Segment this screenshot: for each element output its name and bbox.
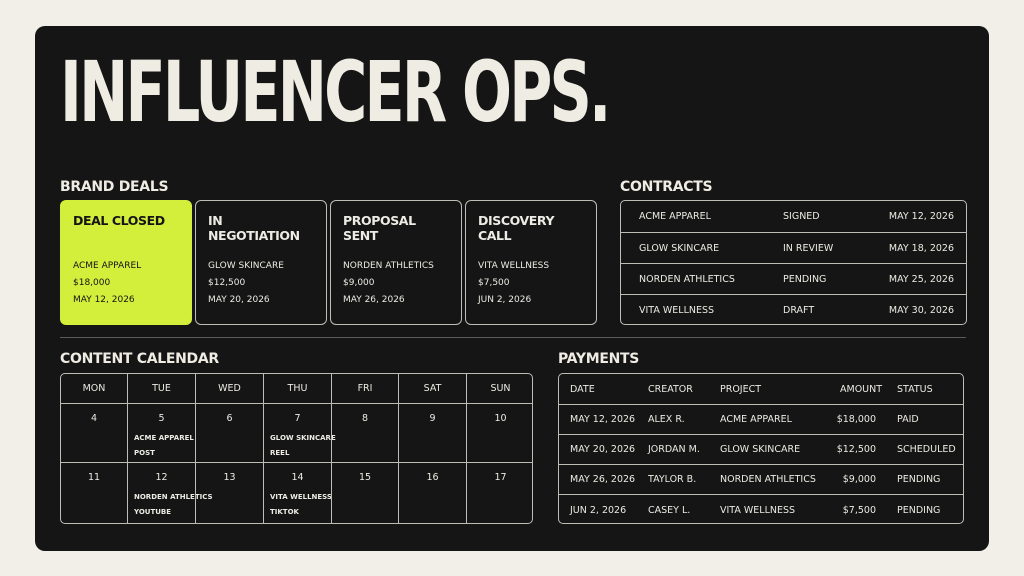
calendar-day[interactable] bbox=[61, 462, 127, 524]
deal-card-closed[interactable] bbox=[60, 200, 192, 325]
weekday-header: SAT bbox=[398, 374, 466, 403]
deal-brand: GLOW SKINCARE bbox=[208, 261, 284, 271]
deal-stage: PROPOSAL SENT bbox=[343, 213, 416, 243]
payment-creator: JORDAN M. bbox=[648, 444, 700, 455]
payment-status: SCHEDULED bbox=[897, 444, 956, 455]
event-brand: NORDEN ATHLETICS bbox=[134, 493, 213, 501]
weekday-header: MON bbox=[82, 383, 106, 394]
day-number: 6 bbox=[226, 413, 233, 424]
day-number: 13 bbox=[223, 472, 236, 483]
contract-brand: ACME APPAREL bbox=[639, 211, 711, 222]
payments-table bbox=[558, 373, 964, 524]
content-calendar bbox=[60, 373, 533, 524]
day-number: 11 bbox=[87, 472, 101, 483]
table-row[interactable] bbox=[621, 201, 966, 232]
deal-card-proposal[interactable] bbox=[330, 200, 462, 325]
payment-amount: $12,500 bbox=[836, 444, 876, 455]
payment-date: MAY 12, 2026 bbox=[570, 414, 636, 425]
deal-stage: DEAL CLOSED bbox=[73, 213, 165, 228]
deal-amount: $12,500 bbox=[208, 278, 246, 288]
day-number: 7 bbox=[294, 413, 301, 424]
calendar-day[interactable] bbox=[127, 403, 195, 462]
contract-date: MAY 25, 2026 bbox=[888, 273, 954, 285]
contracts-heading: CONTRACTS bbox=[620, 179, 713, 195]
payment-creator: CASEY L. bbox=[648, 504, 691, 516]
dashboard-panel bbox=[35, 26, 989, 551]
weekday-header: THU bbox=[263, 374, 331, 403]
column-header-project: PROJECT bbox=[720, 383, 762, 395]
contract-status: DRAFT bbox=[783, 304, 815, 316]
table-row[interactable] bbox=[621, 232, 966, 263]
calendar-day[interactable] bbox=[127, 462, 213, 524]
calendar-event[interactable] bbox=[270, 490, 332, 520]
calendar-day[interactable] bbox=[398, 403, 466, 462]
payment-date: MAY 26, 2026 bbox=[570, 474, 636, 485]
payment-status: PAID bbox=[897, 414, 919, 425]
contract-status: PENDING bbox=[783, 273, 827, 285]
column-header-creator: CREATOR bbox=[648, 383, 693, 395]
deal-amount: $7,500 bbox=[478, 278, 510, 288]
day-number: 17 bbox=[494, 472, 507, 483]
calendar-event[interactable] bbox=[270, 431, 336, 461]
calendar-day[interactable] bbox=[61, 403, 127, 462]
contract-brand: GLOW SKINCARE bbox=[639, 242, 720, 254]
contract-status: IN REVIEW bbox=[783, 242, 834, 254]
contracts-table bbox=[620, 200, 967, 325]
calendar-day[interactable] bbox=[195, 462, 263, 524]
day-number: 8 bbox=[361, 413, 369, 424]
table-row[interactable] bbox=[559, 494, 963, 524]
brand-deals-heading: BRAND DEALS bbox=[60, 179, 169, 195]
event-format: POST bbox=[134, 449, 155, 457]
calendar-event[interactable] bbox=[134, 431, 194, 461]
calendar-day[interactable] bbox=[466, 462, 533, 524]
calendar-day[interactable] bbox=[398, 462, 466, 524]
contract-date: MAY 18, 2026 bbox=[888, 242, 954, 254]
payment-project: NORDEN ATHLETICS bbox=[720, 474, 816, 485]
event-format: YOUTUBE bbox=[134, 508, 172, 516]
day-number: 16 bbox=[426, 472, 439, 483]
deal-amount: $18,000 bbox=[73, 278, 111, 288]
deal-amount: $9,000 bbox=[343, 278, 375, 288]
deal-brand: ACME APPAREL bbox=[73, 261, 142, 271]
weekday-header: TUE bbox=[127, 374, 195, 403]
contract-status: SIGNED bbox=[783, 211, 820, 222]
contract-brand: VITA WELLNESS bbox=[639, 304, 715, 316]
deal-stage: IN NEGOTIATION bbox=[208, 213, 300, 243]
day-number: 15 bbox=[358, 472, 372, 483]
calendar-day[interactable] bbox=[195, 403, 263, 462]
table-row[interactable] bbox=[559, 434, 963, 464]
payment-project: GLOW SKINCARE bbox=[720, 444, 801, 455]
day-number: 10 bbox=[494, 413, 507, 424]
day-number: 5 bbox=[158, 413, 165, 424]
deal-stage: DISCOVERY CALL bbox=[478, 213, 555, 243]
table-row[interactable] bbox=[621, 263, 966, 294]
payment-amount: $9,000 bbox=[842, 474, 876, 485]
event-brand: VITA WELLNESS bbox=[270, 493, 332, 501]
payments-heading: PAYMENTS bbox=[558, 351, 640, 367]
payment-status: PENDING bbox=[897, 504, 941, 516]
section-divider bbox=[60, 337, 966, 338]
column-header-amount: AMOUNT bbox=[840, 383, 883, 395]
column-header-status: STATUS bbox=[897, 383, 933, 395]
event-format: TIKTOK bbox=[270, 508, 299, 516]
deal-date: MAY 20, 2026 bbox=[208, 295, 270, 305]
page-title: INFLUENCER OPS. bbox=[60, 43, 609, 141]
payment-creator: TAYLOR B. bbox=[648, 474, 697, 485]
weekday-header: WED bbox=[195, 374, 263, 403]
event-brand: GLOW SKINCARE bbox=[270, 434, 336, 442]
calendar-day[interactable] bbox=[263, 403, 336, 462]
deal-card-discovery[interactable] bbox=[465, 200, 597, 325]
contract-date: MAY 30, 2026 bbox=[888, 304, 954, 316]
payment-amount: $18,000 bbox=[836, 414, 876, 425]
deal-brand: VITA WELLNESS bbox=[478, 261, 550, 271]
payment-date: MAY 20, 2026 bbox=[570, 444, 636, 455]
payment-date: JUN 2, 2026 bbox=[570, 504, 627, 516]
calendar-day[interactable] bbox=[466, 403, 533, 462]
table-row[interactable] bbox=[559, 464, 963, 494]
deal-date: MAY 12, 2026 bbox=[73, 295, 135, 305]
content-calendar-heading: CONTENT CALENDAR bbox=[60, 351, 219, 367]
contract-date: MAY 12, 2026 bbox=[888, 211, 954, 222]
weekday-header: FRI bbox=[331, 374, 398, 403]
event-format: REEL bbox=[270, 449, 290, 457]
payment-status: PENDING bbox=[897, 474, 941, 485]
table-header-row bbox=[559, 374, 963, 404]
deal-card-negotiation[interactable] bbox=[195, 200, 327, 325]
contract-brand: NORDEN ATHLETICS bbox=[639, 273, 735, 285]
day-number: 4 bbox=[90, 413, 98, 424]
payment-amount: $7,500 bbox=[842, 504, 876, 516]
table-row[interactable] bbox=[559, 404, 963, 434]
weekday-header: SUN bbox=[466, 374, 533, 403]
deal-date: JUN 2, 2026 bbox=[478, 295, 532, 305]
day-number: 14 bbox=[291, 472, 304, 483]
calendar-day[interactable] bbox=[263, 462, 331, 524]
payment-creator: ALEX R. bbox=[648, 414, 685, 425]
table-row[interactable] bbox=[621, 294, 966, 325]
calendar-day[interactable] bbox=[331, 403, 398, 462]
payment-project: ACME APPAREL bbox=[720, 414, 792, 425]
day-number: 12 bbox=[155, 472, 168, 483]
deal-brand: NORDEN ATHLETICS bbox=[343, 261, 434, 271]
day-number: 9 bbox=[429, 413, 436, 424]
deal-date: MAY 26, 2026 bbox=[343, 295, 405, 305]
calendar-day[interactable] bbox=[331, 462, 398, 524]
event-brand: ACME APPAREL bbox=[134, 434, 194, 442]
column-header-date: DATE bbox=[570, 383, 595, 395]
payment-project: VITA WELLNESS bbox=[720, 504, 796, 516]
